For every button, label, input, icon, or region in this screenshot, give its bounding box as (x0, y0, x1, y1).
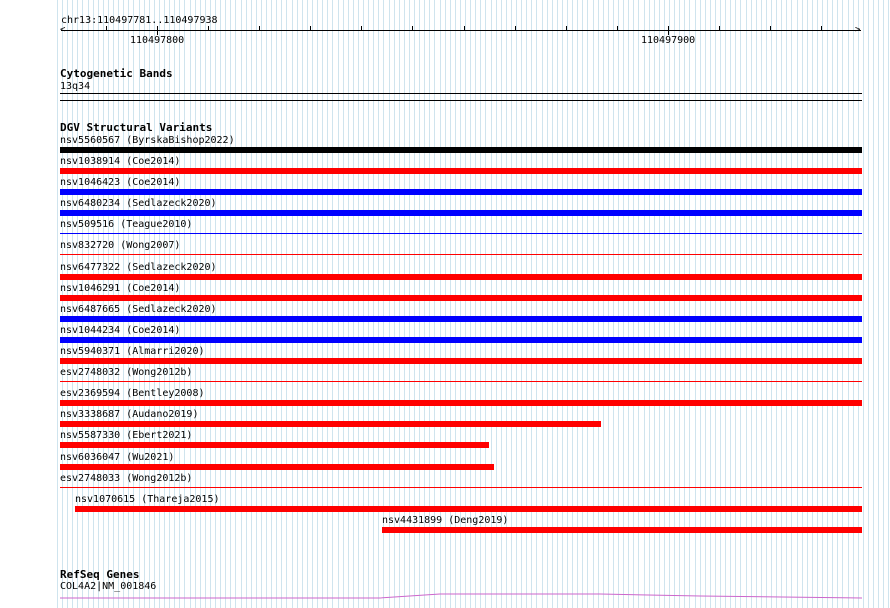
grid-line (863, 0, 864, 608)
grid-line (623, 0, 624, 608)
grid-line (261, 0, 262, 608)
grid-line (552, 0, 553, 608)
grid-line (695, 0, 696, 608)
variant-bar[interactable] (60, 274, 862, 280)
grid-line (746, 0, 747, 608)
grid-line (557, 0, 558, 608)
grid-line (720, 0, 721, 608)
grid-line (649, 0, 650, 608)
grid-line (593, 0, 594, 608)
ruler-tick (106, 26, 107, 31)
grid-line (276, 0, 277, 608)
grid-line (664, 0, 665, 608)
grid-line (644, 0, 645, 608)
grid-line (633, 0, 634, 608)
variant-label: nsv5560567 (ByrskaBishop2022) (60, 135, 235, 146)
variant-label: esv2748033 (Wong2012b) (60, 473, 193, 484)
variant-label: nsv6036047 (Wu2021) (60, 452, 175, 463)
grid-line (883, 0, 884, 608)
variant-bar[interactable] (75, 506, 862, 512)
grid-line (613, 0, 614, 608)
ruler-axis (61, 30, 861, 31)
variant-bar[interactable] (382, 527, 862, 533)
grid-line (511, 0, 512, 608)
grid-line (332, 0, 333, 608)
variant-label: nsv3338687 (Audano2019) (60, 409, 199, 420)
variant-label: esv2369594 (Bentley2008) (60, 388, 205, 399)
grid-line (786, 0, 787, 608)
grid-line (378, 0, 379, 608)
variant-bar[interactable] (60, 337, 862, 343)
grid-line (57, 0, 58, 608)
grid-line (567, 0, 568, 608)
variant-label: nsv6477322 (Sedlazeck2020) (60, 262, 217, 273)
grid-line (873, 0, 874, 608)
grid-line (812, 0, 813, 608)
grid-line (761, 0, 762, 608)
grid-line (292, 0, 293, 608)
grid-line (251, 0, 252, 608)
grid-line (241, 0, 242, 608)
variant-bar[interactable] (60, 464, 494, 470)
grid-line (740, 0, 741, 608)
grid-line (317, 0, 318, 608)
grid-line (888, 0, 889, 608)
grid-line (225, 0, 226, 608)
grid-line (526, 0, 527, 608)
grid-line (598, 0, 599, 608)
grid-line (689, 0, 690, 608)
grid-line (674, 0, 675, 608)
variant-label: nsv832720 (Wong2007) (60, 240, 181, 251)
grid-line (776, 0, 777, 608)
variant-bar[interactable] (60, 400, 862, 406)
grid-line (348, 0, 349, 608)
ruler-tick-label: 110497800 (130, 35, 185, 46)
grid-line (286, 0, 287, 608)
variant-bar[interactable] (60, 189, 862, 195)
ruler-left-arrow-icon: < (60, 25, 66, 35)
grid-line (363, 0, 364, 608)
ruler-location: chr13:110497781..110497938 (61, 15, 218, 26)
variant-bar[interactable] (60, 442, 489, 448)
grid-line (281, 0, 282, 608)
ruler-tick (719, 26, 720, 31)
variant-bar[interactable] (60, 358, 862, 364)
grid-line (338, 0, 339, 608)
ruler-tick (617, 26, 618, 31)
grid-line (659, 0, 660, 608)
grid-line (654, 0, 655, 608)
grid-line (266, 0, 267, 608)
variant-bar[interactable] (60, 168, 862, 174)
grid-line (781, 0, 782, 608)
variant-label: nsv5940371 (Almarri2020) (60, 346, 205, 357)
grid-line (756, 0, 757, 608)
variant-label: nsv5587330 (Ebert2021) (60, 430, 193, 441)
variant-label: esv2748032 (Wong2012b) (60, 367, 193, 378)
variant-bar[interactable] (60, 295, 862, 301)
grid-line (327, 0, 328, 608)
grid-line (577, 0, 578, 608)
ruler-tick (464, 26, 465, 31)
grid-line (684, 0, 685, 608)
ruler-tick (515, 26, 516, 31)
grid-line (735, 0, 736, 608)
grid-line (562, 0, 563, 608)
variant-label: nsv509516 (Teague2010) (60, 219, 193, 230)
variant-bar[interactable] (60, 316, 862, 322)
track-separator (60, 100, 862, 101)
grid-line (353, 0, 354, 608)
grid-line (797, 0, 798, 608)
variant-label: nsv1046291 (Coe2014) (60, 283, 181, 294)
dgv-structural-variants-title: DGV Structural Variants (60, 121, 213, 134)
grid-line (669, 0, 670, 608)
grid-line (271, 0, 272, 608)
ruler-right-arrow-icon: > (855, 25, 861, 35)
variant-label: nsv4431899 (Deng2019) (382, 515, 509, 526)
grid-line (705, 0, 706, 608)
grid-line (725, 0, 726, 608)
cytoband-label: 13q34 (60, 81, 91, 92)
ruler-tick (412, 26, 413, 31)
grid-line (730, 0, 731, 608)
grid-line (307, 0, 308, 608)
grid-line (638, 0, 639, 608)
grid-line (531, 0, 532, 608)
grid-line (858, 0, 859, 608)
grid-line (710, 0, 711, 608)
variant-bar[interactable] (60, 381, 862, 382)
refseq-gene-intron-line[interactable] (0, 588, 890, 608)
grid-line (536, 0, 537, 608)
grid-line (700, 0, 701, 608)
ruler-tick (821, 26, 822, 31)
grid-line (827, 0, 828, 608)
grid-line (230, 0, 231, 608)
ruler-tick (361, 26, 362, 31)
grid-line (848, 0, 849, 608)
grid-line (547, 0, 548, 608)
grid-line (603, 0, 604, 608)
grid-line (322, 0, 323, 608)
grid-line (235, 0, 236, 608)
variant-bar[interactable] (60, 233, 862, 234)
grid-line (751, 0, 752, 608)
cytoband-bar[interactable] (60, 93, 862, 94)
grid-line (582, 0, 583, 608)
grid-line (679, 0, 680, 608)
grid-line (572, 0, 573, 608)
grid-line (358, 0, 359, 608)
ruler-tick (259, 26, 260, 31)
grid-line (832, 0, 833, 608)
grid-line (608, 0, 609, 608)
grid-line (618, 0, 619, 608)
variant-bar[interactable] (60, 254, 862, 255)
variant-bar[interactable] (60, 487, 862, 488)
ruler-tick (208, 26, 209, 31)
grid-line (837, 0, 838, 608)
variant-label: nsv6480234 (Sedlazeck2020) (60, 198, 217, 209)
grid-line (368, 0, 369, 608)
grid-line (802, 0, 803, 608)
grid-line (521, 0, 522, 608)
variant-bar[interactable] (60, 421, 601, 427)
grid-line (791, 0, 792, 608)
grid-line (715, 0, 716, 608)
grid-line (256, 0, 257, 608)
grid-line (587, 0, 588, 608)
variant-label: nsv1044234 (Coe2014) (60, 325, 181, 336)
grid-line (516, 0, 517, 608)
grid-line (297, 0, 298, 608)
grid-line (817, 0, 818, 608)
grid-line (842, 0, 843, 608)
grid-line (628, 0, 629, 608)
grid-line (878, 0, 879, 608)
grid-line (822, 0, 823, 608)
grid-line (343, 0, 344, 608)
grid-line (766, 0, 767, 608)
ruler-tick (310, 26, 311, 31)
grid-line (853, 0, 854, 608)
variant-label: nsv1038914 (Coe2014) (60, 156, 181, 167)
grid-line (373, 0, 374, 608)
grid-line (302, 0, 303, 608)
variant-label: nsv1070615 (Thareja2015) (75, 494, 220, 505)
grid-line (807, 0, 808, 608)
ruler-tick-label: 110497900 (641, 35, 696, 46)
ruler-tick (566, 26, 567, 31)
variant-bar[interactable] (60, 147, 862, 153)
refseq-gene-label: COL4A2|NM_001846 (60, 581, 157, 592)
grid-line (312, 0, 313, 608)
variant-label: nsv6487665 (Sedlazeck2020) (60, 304, 217, 315)
grid-line (771, 0, 772, 608)
refseq-genes-title: RefSeq Genes (60, 568, 140, 581)
variant-bar[interactable] (60, 210, 862, 216)
ruler-tick (770, 26, 771, 31)
grid-line (246, 0, 247, 608)
grid-line (542, 0, 543, 608)
variant-label: nsv1046423 (Coe2014) (60, 177, 181, 188)
cytogenetic-bands-title: Cytogenetic Bands (60, 67, 173, 80)
grid-line (220, 0, 221, 608)
grid-line (868, 0, 869, 608)
